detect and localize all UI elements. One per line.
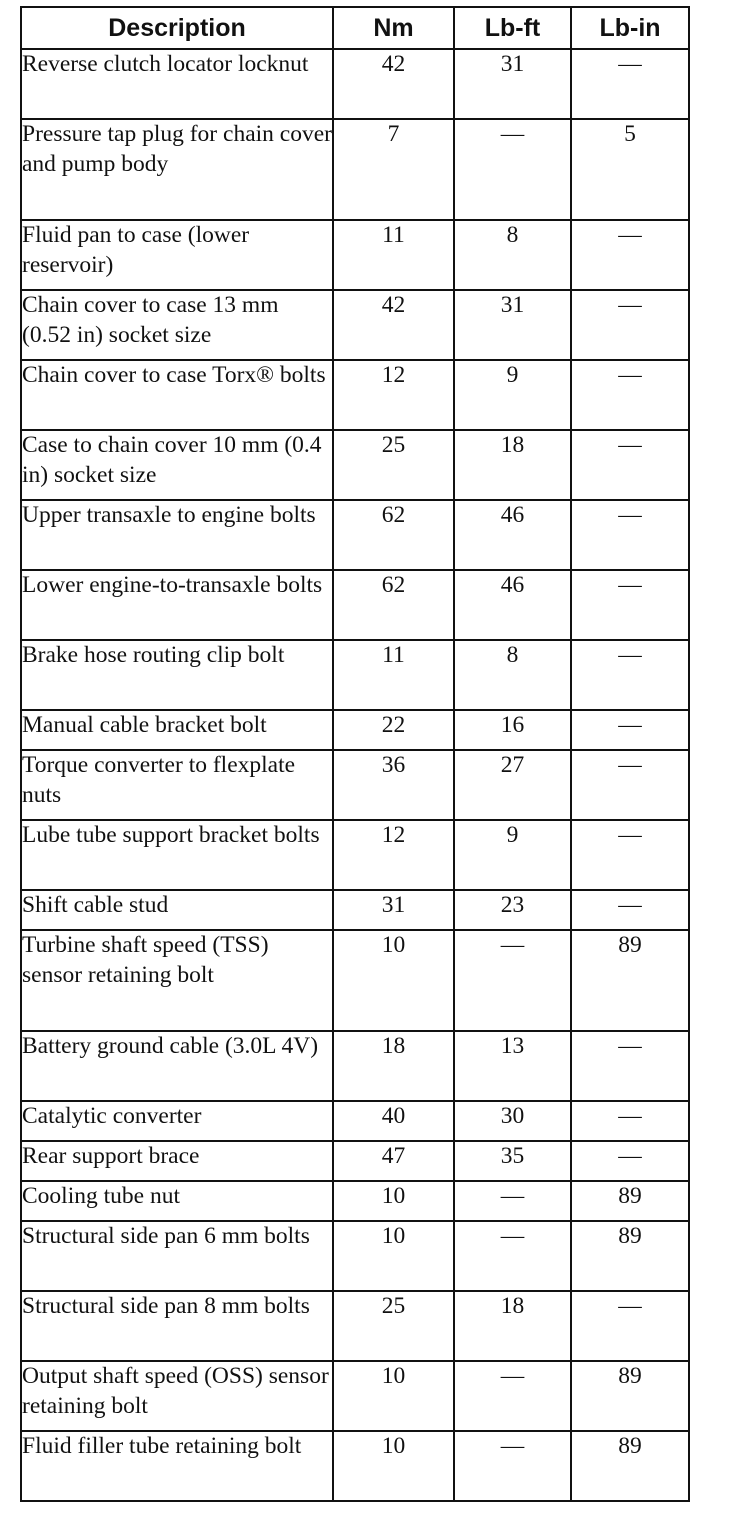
header-row	[21, 7, 689, 49]
cell-description: Upper transaxle to engine bolts	[21, 500, 333, 570]
cell-lbin: 89	[571, 1431, 689, 1501]
cell-nm: 10	[333, 930, 454, 1031]
cell-nm: 7	[333, 119, 454, 220]
cell-nm: 62	[333, 500, 454, 570]
cell-lbin: —	[571, 1031, 689, 1101]
cell-nm: 22	[333, 710, 454, 750]
cell-lbin: —	[571, 710, 689, 750]
table-row	[21, 1291, 689, 1361]
cell-lbft: 18	[454, 430, 571, 500]
table-row	[21, 49, 689, 119]
cell-nm: 42	[333, 290, 454, 360]
cell-nm: 31	[333, 890, 454, 930]
cell-description: Structural side pan 6 mm bolts	[21, 1221, 333, 1291]
header-nm: Nm	[333, 7, 454, 49]
cell-lbft: 9	[454, 360, 571, 430]
table-row	[21, 710, 689, 750]
header-description: Description	[21, 7, 333, 49]
table-row	[21, 1221, 689, 1291]
cell-lbin: —	[571, 640, 689, 710]
table-row	[21, 430, 689, 500]
cell-lbin: —	[571, 220, 689, 290]
cell-nm: 10	[333, 1431, 454, 1501]
table-row	[21, 1141, 689, 1181]
cell-description: Reverse clutch locator locknut	[21, 49, 333, 119]
header-lbft: Lb-ft	[454, 7, 571, 49]
cell-lbft: 16	[454, 710, 571, 750]
cell-nm: 18	[333, 1031, 454, 1101]
cell-description: Chain cover to case 13 mm (0.52 in) socket size	[21, 290, 333, 360]
cell-nm: 42	[333, 49, 454, 119]
cell-lbin: —	[571, 1101, 689, 1141]
cell-description: Fluid pan to case (lower reservoir)	[21, 220, 333, 290]
cell-lbft: 35	[454, 1141, 571, 1181]
table-row	[21, 820, 689, 890]
cell-description: Pressure tap plug for chain cover and pump body	[21, 119, 333, 220]
table-row	[21, 750, 689, 820]
cell-lbin: 89	[571, 1221, 689, 1291]
cell-nm: 25	[333, 430, 454, 500]
cell-nm: 47	[333, 1141, 454, 1181]
cell-nm: 62	[333, 570, 454, 640]
cell-nm: 10	[333, 1221, 454, 1291]
cell-nm: 36	[333, 750, 454, 820]
torque-spec-sheet	[20, 6, 688, 1502]
table-row	[21, 290, 689, 360]
cell-lbft: 8	[454, 640, 571, 710]
table-row	[21, 640, 689, 710]
cell-description: Fluid filler tube retaining bolt	[21, 1431, 333, 1501]
cell-lbft: 31	[454, 49, 571, 119]
cell-lbft: 23	[454, 890, 571, 930]
cell-lbft: 31	[454, 290, 571, 360]
table-body	[21, 49, 689, 1501]
table-row	[21, 1101, 689, 1141]
cell-description: Catalytic converter	[21, 1101, 333, 1141]
cell-lbin: —	[571, 360, 689, 430]
cell-lbin: —	[571, 49, 689, 119]
table-row	[21, 890, 689, 930]
cell-lbft: 46	[454, 570, 571, 640]
cell-lbin: 89	[571, 1361, 689, 1431]
table-row	[21, 1181, 689, 1221]
cell-lbft: —	[454, 119, 571, 220]
cell-nm: 25	[333, 1291, 454, 1361]
cell-description: Torque converter to flexplate nuts	[21, 750, 333, 820]
cell-lbft: —	[454, 1361, 571, 1431]
cell-lbft: 13	[454, 1031, 571, 1101]
cell-description: Manual cable bracket bolt	[21, 710, 333, 750]
cell-lbft: 46	[454, 500, 571, 570]
cell-lbin: 89	[571, 930, 689, 1031]
cell-description: Lower engine-to-transaxle bolts	[21, 570, 333, 640]
cell-description: Shift cable stud	[21, 890, 333, 930]
cell-description: Battery ground cable (3.0L 4V)	[21, 1031, 333, 1101]
cell-lbft: 9	[454, 820, 571, 890]
cell-lbin: 89	[571, 1181, 689, 1221]
cell-description: Turbine shaft speed (TSS) sensor retaining bolt	[21, 930, 333, 1031]
cell-nm: 10	[333, 1361, 454, 1431]
cell-description: Structural side pan 8 mm bolts	[21, 1291, 333, 1361]
cell-nm: 40	[333, 1101, 454, 1141]
cell-lbin: 5	[571, 119, 689, 220]
cell-lbft: —	[454, 1181, 571, 1221]
table-row	[21, 1431, 689, 1501]
cell-lbft: 27	[454, 750, 571, 820]
cell-nm: 10	[333, 1181, 454, 1221]
header-lbin: Lb-in	[571, 7, 689, 49]
cell-nm: 11	[333, 220, 454, 290]
cell-description: Output shaft speed (OSS) sensor retaining bolt	[21, 1361, 333, 1431]
cell-description: Brake hose routing clip bolt	[21, 640, 333, 710]
table-row	[21, 1361, 689, 1431]
table-row	[21, 930, 689, 1031]
cell-description: Chain cover to case Torx® bolts	[21, 360, 333, 430]
table-row	[21, 570, 689, 640]
table-row	[21, 220, 689, 290]
cell-lbft: 18	[454, 1291, 571, 1361]
cell-description: Lube tube support bracket bolts	[21, 820, 333, 890]
cell-description: Cooling tube nut	[21, 1181, 333, 1221]
cell-nm: 12	[333, 360, 454, 430]
cell-lbft: 8	[454, 220, 571, 290]
cell-lbft: —	[454, 930, 571, 1031]
torque-spec-table	[20, 6, 690, 1502]
cell-lbin: —	[571, 500, 689, 570]
table-row	[21, 1031, 689, 1101]
cell-lbft: —	[454, 1431, 571, 1501]
cell-nm: 11	[333, 640, 454, 710]
cell-lbin: —	[571, 430, 689, 500]
cell-description: Rear support brace	[21, 1141, 333, 1181]
cell-lbin: —	[571, 820, 689, 890]
cell-lbft: —	[454, 1221, 571, 1291]
cell-lbft: 30	[454, 1101, 571, 1141]
cell-lbin: —	[571, 290, 689, 360]
cell-description: Case to chain cover 10 mm (0.4 in) socket size	[21, 430, 333, 500]
cell-lbin: —	[571, 1141, 689, 1181]
table-row	[21, 360, 689, 430]
cell-lbin: —	[571, 1291, 689, 1361]
cell-lbin: —	[571, 750, 689, 820]
table-row	[21, 500, 689, 570]
cell-nm: 12	[333, 820, 454, 890]
table-row	[21, 119, 689, 220]
cell-lbin: —	[571, 570, 689, 640]
cell-lbin: —	[571, 890, 689, 930]
